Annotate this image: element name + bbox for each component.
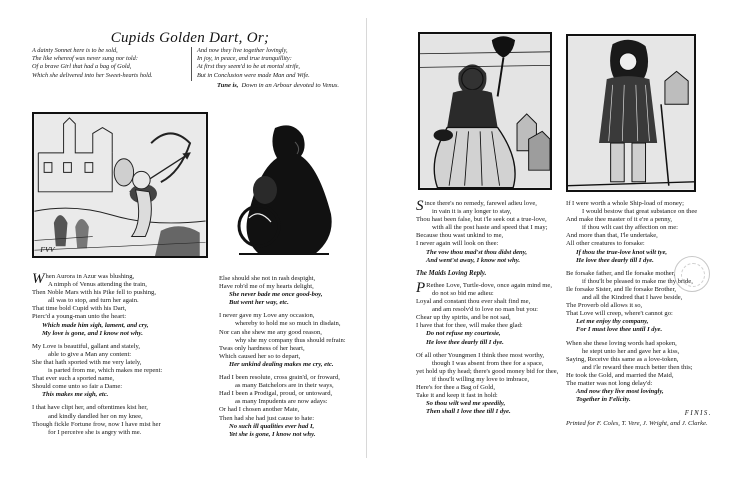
intro-line: The like whereof was never sung nor told:	[32, 55, 138, 63]
verse-line: he stept unto her and gave her a kiss,	[582, 347, 680, 355]
verse-line: Chear up thy spirits, and be not sad,	[416, 314, 511, 322]
verse-line: The Proverb old allows it so,	[566, 302, 643, 310]
intro-line: But in Conclusion were made Man and Wife.	[197, 71, 310, 79]
refrain-line: And went'st away, I know not why.	[426, 256, 521, 264]
intro-divider	[191, 47, 192, 81]
cloaked-figure-image	[219, 118, 347, 258]
intro-line: Which she delivered into her Sweet-hearts hold.	[32, 71, 153, 79]
verse-line: with all the post haste and speed that I may;	[432, 224, 548, 232]
intro-line: At first they seem'd to be at mortal strife,	[197, 63, 300, 71]
verse-line: Here's for thee a Bag of Gold,	[416, 383, 496, 391]
refrain-line: And now they live most lovingly,	[576, 388, 664, 396]
verse-line: Saying, Receive this same as a love-token,	[566, 355, 679, 363]
refrain-line: The vow thou mad'st thou didst deny,	[426, 248, 528, 256]
verse-line: I have that for thee, will make thee glad:	[416, 322, 523, 330]
verse-line: ince there's no remedy, farewel adieu love,	[424, 200, 537, 207]
ballad-title: Cupids Golden Dart, Or;	[110, 30, 270, 46]
verse-line: That Love will creep, where't cannot go:	[566, 310, 673, 318]
verse-line: Because thou wast unkind to me,	[416, 232, 504, 240]
refrain-line: No such ill qualities ever had I,	[229, 422, 315, 430]
refrain-line: Which made him sigh, lament, and cry,	[42, 321, 149, 329]
verse-line: as many Impudents are now adays:	[235, 398, 328, 406]
refrain-line: For I must love thee until I dye.	[576, 326, 663, 334]
verse-line: Then Noble Mars with his Pike fell to pushing,	[32, 289, 156, 297]
cloaked-figure-woodcut	[219, 118, 347, 258]
refrain-line: My love is gone, and I know not why.	[42, 329, 143, 337]
verse-line: If I were worth a whole Ship-load of money;	[566, 200, 684, 207]
verse-line: Then had she had just cause to hate:	[219, 414, 315, 422]
woodcut-monogram: FVV	[40, 245, 55, 255]
gentleman-with-cane-woodcut	[566, 34, 696, 192]
verse-line: The matter was not long delay'd:	[566, 379, 653, 387]
refrain-line: Then shall I love thee till I dye.	[426, 408, 511, 416]
verse-line: yet hold up thy head; there's good money bid for thee,	[416, 367, 559, 375]
verse-line: Nor can she shew me any good reason,	[219, 328, 322, 336]
verse-line: That ever such a sported name,	[32, 375, 115, 383]
verse-line: Should come unto so fair a Dame:	[32, 383, 123, 391]
drop-cap: P	[416, 279, 426, 296]
tune-value: Down in an Arbour devoted to Venus.	[241, 82, 339, 89]
verse-line: My Love is beautiful, gallant and stately,	[32, 342, 140, 350]
intro-line: And now they live together lovingly,	[197, 47, 288, 54]
tune-label: Tune is,	[217, 82, 239, 89]
verse-line: whereby to hold me so much in disdain,	[235, 320, 341, 328]
verse-column-1	[32, 273, 210, 437]
cupid-archer-woodcut	[32, 112, 208, 258]
intro-line: Of a brave Girl that had a bag of Gold,	[32, 63, 132, 71]
intro-verse-right	[197, 47, 347, 80]
intro-line: A dainty Sonnet here is to be sold,	[32, 47, 118, 54]
refrain-line: Do not refuse my courtesie,	[426, 330, 501, 338]
verse-line: Though fickle Fortune frow, now I have mist her	[32, 420, 161, 428]
verse-line: All other creatures to forsake:	[566, 240, 645, 248]
verse-line: And more than that, I'le undertake,	[566, 232, 658, 240]
verse-line: if thou wilt cast thy affection on me:	[582, 224, 679, 232]
verse-line: Twas only hardness of her heart,	[219, 344, 305, 352]
verse-line: Thou hast been false, but i'le seek out a true-love,	[416, 216, 547, 224]
refrain-line: Yet she is gone, I know not why.	[229, 430, 316, 438]
verse-line: Or had I chosen another Mate,	[219, 406, 300, 414]
verse-line: I never again will look on thee:	[416, 240, 499, 248]
verse-line: She that hath sported with me very lately,	[32, 358, 142, 366]
drop-cap: S	[416, 198, 424, 214]
refrain-line: This makes me sigh, etc.	[42, 391, 109, 399]
refrain-line: Together in Felicity.	[576, 396, 631, 404]
refrain-line: But went her way, etc.	[229, 299, 289, 307]
verse-line: Of all other Youngmen I think thee most worthy,	[416, 351, 545, 359]
library-stamp	[674, 256, 710, 292]
verse-line: hen Aurora in Azur was blushing,	[45, 273, 135, 280]
verse-line: When she these loving words had spoken,	[566, 339, 677, 347]
verse-line: Else should she not in rash despight,	[219, 275, 316, 282]
woman-with-tulip-image	[420, 34, 550, 188]
woman-with-tulip-woodcut	[418, 32, 552, 190]
verse-line: though I was absent from thee for a space,	[432, 359, 544, 367]
gentleman-with-cane-image	[568, 36, 694, 190]
verse-line: and kindly dandled her on my knee,	[48, 412, 143, 420]
refrain-line: If thou the true-love knot wilt tye,	[576, 248, 668, 256]
tune-line	[217, 82, 339, 89]
refrain-line: He love thee dearly till I dye.	[576, 256, 654, 264]
verse-line: all was to stop, and turn her again.	[48, 297, 139, 305]
verse-line: is parted from me, which makes me repent:	[48, 367, 163, 375]
verse-line: And make thee master of it e're a penny,	[566, 216, 673, 224]
verse-line: Ile forsake Sister, and Ile forsake Brother,	[566, 285, 677, 293]
finis-mark: FINIS.	[684, 410, 712, 418]
verse-line: and i'le reward thee much better then this;	[582, 363, 693, 371]
verse-line: Which caused her so to depart,	[219, 352, 301, 360]
cupid-archer-image	[34, 114, 206, 256]
verse-line: do not so bid me adieu:	[432, 289, 494, 297]
verse-line: Take it and keep it fast in hold:	[416, 392, 498, 400]
verse-column-4	[566, 200, 736, 428]
verse-line: as many Batchelors are in their ways,	[235, 382, 334, 390]
verse-line: That time bold Cupid with his Dart,	[32, 305, 127, 313]
refrain-line: So thou wilt wed me speedily,	[426, 400, 506, 408]
verse-column-2	[219, 275, 367, 439]
verse-line: He took the Gold, and married the Maid,	[566, 371, 674, 379]
verse-line: I would bestow that great substance on thee	[582, 208, 698, 216]
drop-cap: W	[32, 271, 45, 287]
verse-line: Had I been resolute, cross grain'd, or froward,	[219, 374, 340, 382]
section-heading: The Maids Loving Reply.	[416, 269, 487, 277]
verse-line: Be forsake father, and Ile forsake mother,	[566, 269, 676, 277]
verse-line: and am resolv'd to love no man but you:	[432, 306, 538, 314]
verse-line: I never gave my Love any occasion,	[219, 312, 315, 320]
verse-line: for I perceive she is angry with me.	[48, 428, 142, 436]
refrain-line: She never bade me once good-boy,	[229, 291, 323, 299]
verse-line: able to give a Man any content:	[48, 350, 132, 358]
verse-line: A nimph of Venus attending the train,	[48, 281, 147, 289]
intro-verse-left	[32, 47, 190, 80]
verse-line: Had I been a Prodigal, proud, or untoward,	[219, 390, 333, 398]
verse-line: if thou'lt be pleased to make me thy bride,	[582, 277, 693, 285]
verse-line: and all the Kindred that I have beside,	[582, 294, 683, 302]
printer-imprint: Printed for F. Coles, T. Vere, J. Wright, and J. Clarke.	[566, 420, 708, 428]
verse-line: Have rob'd me of my hearts delight,	[219, 283, 314, 291]
refrain-line: He love thee dearly till I dye.	[426, 338, 504, 346]
verse-line: Rethee Love, Turtle-dove, once again mind me,	[426, 281, 552, 289]
verse-line: why she my company thus should refrain:	[235, 336, 346, 344]
verse-column-3	[416, 200, 564, 416]
verse-line: I that have clipt her, and oftentimes kist her,	[32, 404, 148, 412]
verse-line: Loyal and constant thou ever shalt find me,	[416, 298, 531, 306]
refrain-line: Let me enjoy thy company,	[576, 318, 649, 326]
refrain-line: Her unkind dealing makes me cry, etc.	[229, 360, 334, 368]
verse-line: if thou'lt willing my love to imbrace,	[432, 375, 529, 383]
intro-line: In joy, in peace, and true tranquillity:	[197, 55, 292, 63]
verse-line: in vain it is any longer to stay,	[432, 208, 512, 216]
verse-line: Pierc'd a young-man unto the heart:	[32, 313, 127, 321]
